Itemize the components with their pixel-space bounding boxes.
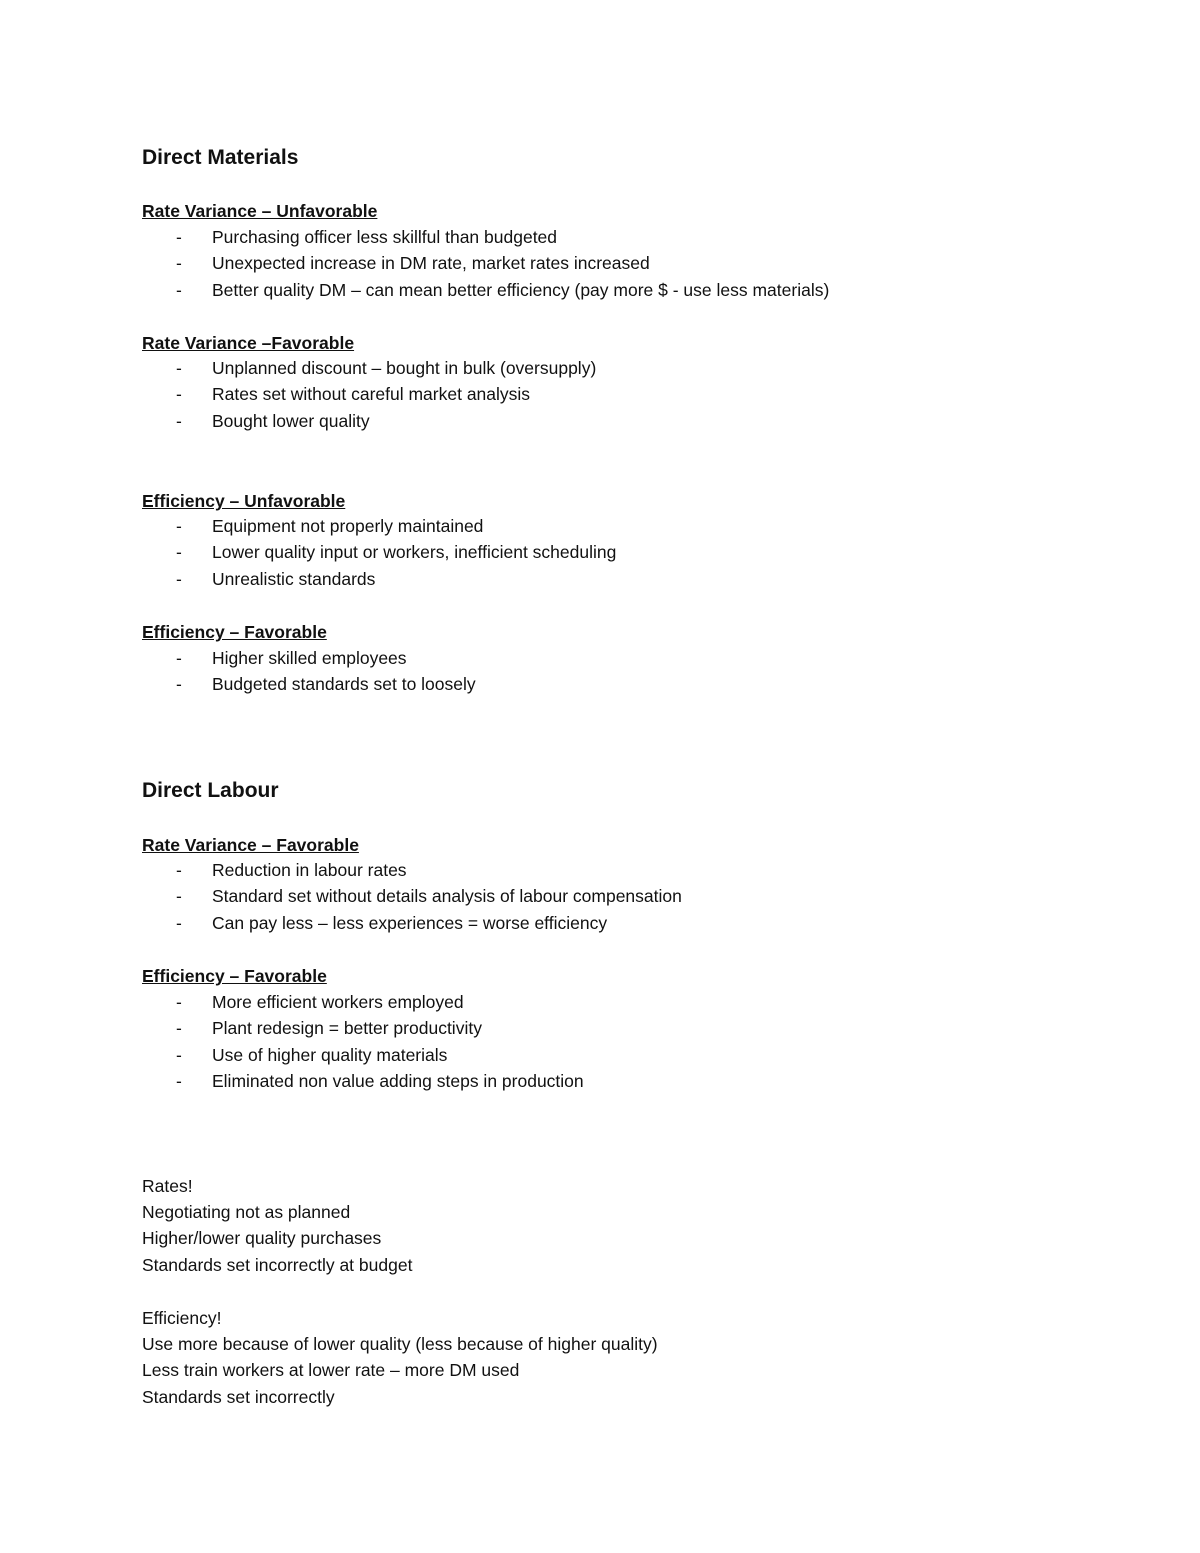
subsection-title-dm-efficiency-unfavorable: Efficiency – Unfavorable: [142, 491, 346, 511]
list-item-text: Rates set without careful market analysis: [212, 384, 531, 405]
bullet-dash: -: [176, 886, 182, 907]
note-line: Less train workers at lower rate – more DM used: [142, 1360, 520, 1381]
section-title-direct-labour: Direct Labour: [142, 779, 279, 802]
list-item-text: Budgeted standards set to loosely: [212, 674, 476, 695]
bullet-dash: -: [176, 1044, 182, 1065]
bullet-dash: -: [176, 253, 182, 274]
section-title-direct-materials: Direct Materials: [142, 146, 299, 169]
note-line: Standards set incorrectly at budget: [142, 1254, 413, 1275]
bullet-dash: -: [176, 384, 182, 405]
list-item-text: Eliminated non value adding steps in production: [212, 1071, 584, 1092]
bullet-dash: -: [176, 358, 182, 378]
subsection-title-dl-rate-favorable: Rate Variance – Favorable: [142, 835, 359, 855]
note-line: Rates!: [142, 1176, 193, 1196]
bullet-dash: -: [176, 279, 182, 300]
bullet-dash: -: [176, 992, 182, 1012]
list-item-text: Unrealistic standards: [212, 568, 376, 589]
list-item-text: Purchasing officer less skillful than budgeted: [212, 227, 558, 247]
list-item-text: Unexpected increase in DM rate, market rates increased: [212, 253, 650, 274]
list-item-text: Plant redesign = better productivity: [212, 1018, 482, 1039]
bullet-dash: -: [176, 912, 182, 933]
list-item-text: Can pay less – less experiences = worse efficiency: [212, 912, 608, 933]
note-line: Efficiency!: [142, 1308, 222, 1328]
note-line: Negotiating not as planned: [142, 1202, 351, 1223]
efficiency-notes: [142, 1307, 658, 1412]
bullet-dash: -: [176, 542, 182, 563]
list-item-text: Reduction in labour rates: [212, 860, 407, 880]
bullet-dash: -: [176, 860, 182, 880]
bullet-dash: -: [176, 648, 182, 668]
note-line: Standards set incorrectly: [142, 1386, 335, 1407]
subsection-title-dm-rate-unfavorable: Rate Variance – Unfavorable: [142, 201, 378, 221]
list-item-text: More efficient workers employed: [212, 992, 464, 1012]
list-item-text: Equipment not properly maintained: [212, 516, 484, 536]
bullet-dash: -: [176, 1018, 182, 1039]
bullet-dash: -: [176, 568, 182, 589]
bullet-dash: -: [176, 516, 182, 536]
list-item-text: Lower quality input or workers, inefficient scheduling: [212, 542, 617, 563]
list-item-text: Unplanned discount – bought in bulk (oversupply): [212, 358, 597, 378]
list-item-text: Use of higher quality materials: [212, 1044, 448, 1065]
note-line: Use more because of lower quality (less because of higher quality): [142, 1334, 658, 1355]
subsection-title-dm-rate-favorable: Rate Variance –Favorable: [142, 333, 355, 353]
list-item-text: Standard set without details analysis of labour compensation: [212, 886, 682, 907]
bullet-dash: -: [176, 227, 182, 247]
note-line: Higher/lower quality purchases: [142, 1228, 382, 1249]
list-item-text: Better quality DM – can mean better efficiency (pay more $ - use less materials): [212, 279, 830, 300]
bullet-dash: -: [176, 674, 182, 695]
bullet-dash: -: [176, 1071, 182, 1092]
list-item-text: Bought lower quality: [212, 410, 370, 431]
rates-notes: [142, 1175, 412, 1280]
subsection-title-dl-efficiency-favorable: Efficiency – Favorable: [142, 966, 327, 986]
subsection-title-dm-efficiency-favorable: Efficiency – Favorable: [142, 622, 327, 642]
list-item-text: Higher skilled employees: [212, 648, 407, 668]
bullet-dash: -: [176, 410, 182, 431]
